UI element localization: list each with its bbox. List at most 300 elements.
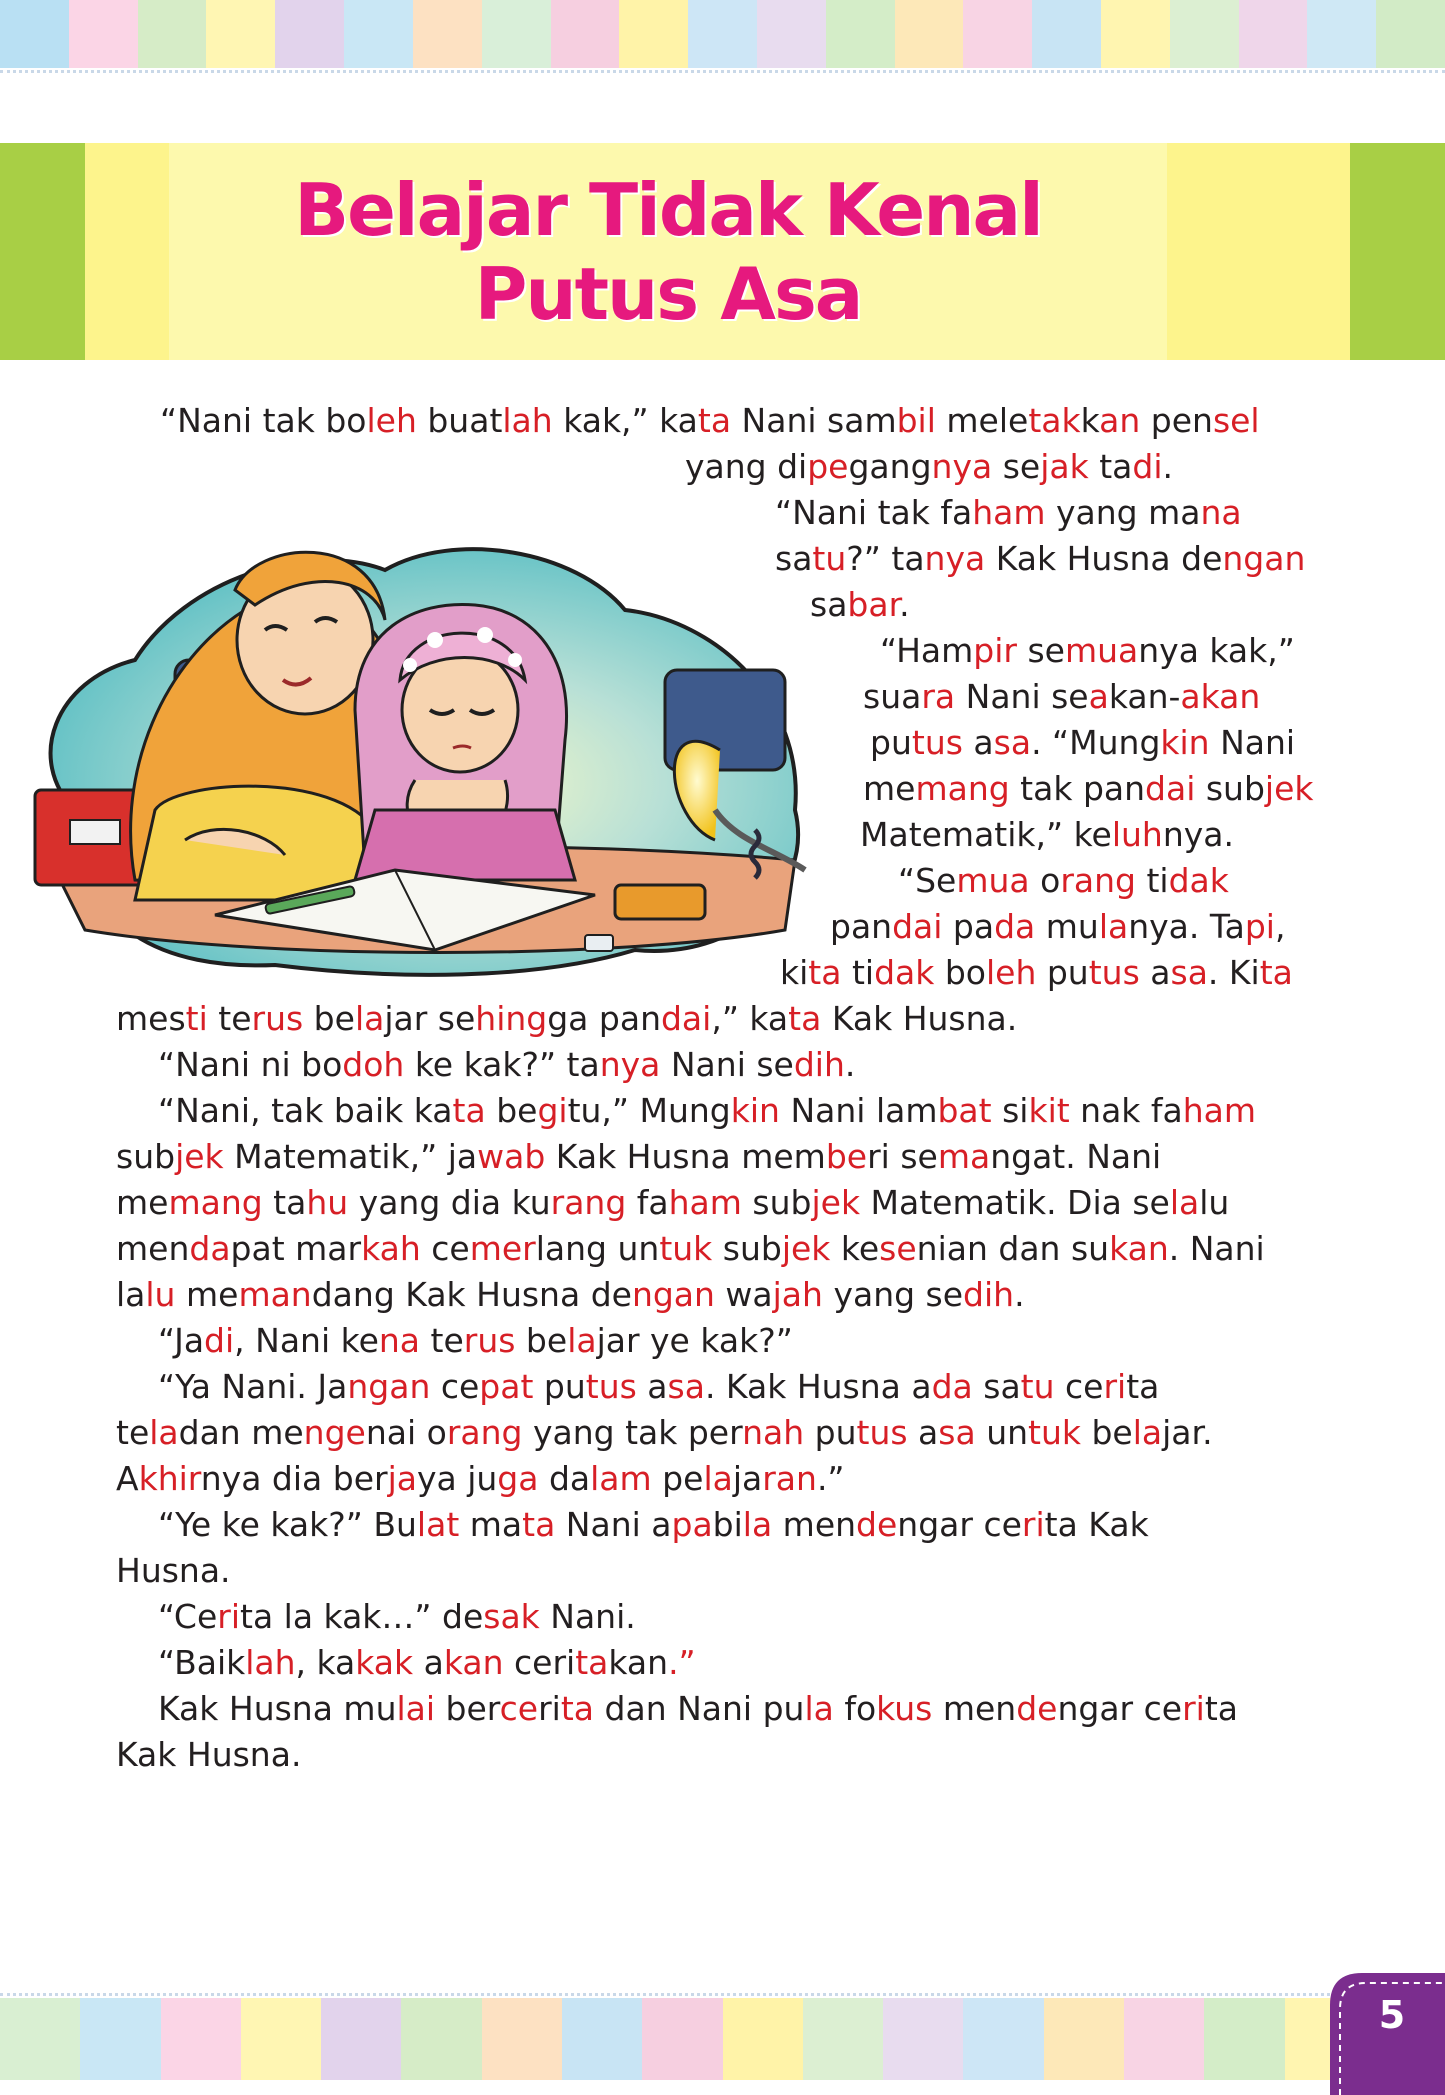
highlighted-syllable: kak (355, 1643, 414, 1682)
syllable-text: pan (830, 907, 893, 946)
syllable-text: Nani a (555, 1505, 672, 1544)
highlighted-syllable: bar (847, 585, 900, 624)
syllable-text: sa (972, 1367, 1021, 1406)
highlighted-syllable: la (1169, 1183, 1200, 1222)
syllable-text: . (844, 1045, 856, 1084)
page-title-line-1: Belajar Tidak Kenal (294, 167, 1042, 252)
highlighted-syllable: la (567, 1321, 597, 1360)
story-line (158, 1364, 1159, 1410)
highlighted-syllable: jek (811, 1183, 861, 1222)
syllable-text: dan Nani pu (594, 1689, 805, 1728)
syllable-text: fa (626, 1183, 669, 1222)
syllable-text: Kak Husna mu (158, 1689, 397, 1728)
syllable-text: men (116, 1229, 190, 1268)
highlighted-syllable: mang (168, 1183, 263, 1222)
highlighted-syllable: rus (251, 999, 304, 1038)
syllable-text: gang (848, 447, 932, 486)
syllable-text: Kak Husna. (116, 1735, 302, 1774)
highlighted-syllable: tus (856, 1413, 908, 1452)
highlighted-syllable: ma (937, 1137, 991, 1176)
syllable-text: . Ki (1207, 953, 1260, 992)
syllable-text: ya ju (416, 1459, 498, 1498)
syllable-text: sa (775, 539, 813, 578)
syllable-text: ,” ka (711, 999, 789, 1038)
syllable-text: Kak Husna de (985, 539, 1223, 578)
syllable-text: ta (262, 1183, 307, 1222)
highlighted-syllable: be (825, 1137, 868, 1176)
highlighted-syllable: ta (697, 401, 732, 440)
highlighted-syllable: wab (477, 1137, 546, 1176)
syllable-text: ma (459, 1505, 523, 1544)
syllable-text: o (1029, 861, 1061, 900)
syllable-text: .” (816, 1459, 845, 1498)
highlighted-syllable: bat (937, 1091, 992, 1130)
syllable-text: ti (841, 953, 875, 992)
syllable-text: “Nani, tak baik ka (158, 1091, 453, 1130)
highlighted-syllable: rang (550, 1183, 627, 1222)
highlighted-syllable: sa (667, 1367, 705, 1406)
syllable-text: ce (1054, 1367, 1104, 1406)
syllable-text: un (975, 1413, 1029, 1452)
highlighted-syllable: tu (1020, 1367, 1055, 1406)
highlighted-syllable: pat (479, 1367, 534, 1406)
syllable-text: ri se (867, 1137, 938, 1176)
highlighted-syllable: ta (452, 1091, 486, 1130)
highlighted-syllable: se (879, 1229, 917, 1268)
highlighted-syllable: ri (1182, 1689, 1205, 1728)
syllable-text: ceri (503, 1643, 576, 1682)
page-number: 5 (1378, 1993, 1406, 2037)
highlighted-syllable: ra (921, 677, 956, 716)
syllable-text: da (538, 1459, 591, 1498)
highlighted-syllable: bil (896, 401, 936, 440)
syllable-text: lang un (535, 1229, 660, 1268)
highlighted-syllable: sak (483, 1597, 540, 1636)
highlighted-syllable: doh (342, 1045, 405, 1084)
syllable-text: Nani se (660, 1045, 794, 1084)
highlighted-syllable: ta (560, 1689, 595, 1728)
syllable-text: Matematik. Dia se (860, 1183, 1170, 1222)
highlighted-syllable: ta (788, 999, 822, 1038)
highlighted-syllable: nya (931, 447, 993, 486)
syllable-text: jar ye kak?” (596, 1321, 793, 1360)
highlighted-syllable: ta (522, 1505, 556, 1544)
highlighted-syllable: ce (499, 1689, 539, 1728)
syllable-text: dan me (178, 1413, 304, 1452)
highlighted-syllable: kin (1160, 723, 1210, 762)
highlighted-syllable: dai (892, 907, 943, 946)
highlighted-syllable: de (1016, 1689, 1058, 1728)
syllable-text: , Nani ke (234, 1321, 379, 1360)
highlighted-syllable: mang (915, 769, 1010, 808)
syllable-text: se (1016, 631, 1065, 670)
page-title-line-2: Putus Asa (474, 251, 862, 336)
syllable-text: a (962, 723, 994, 762)
bottom-stripe-band (0, 1998, 1445, 2080)
syllable-text: ce (430, 1367, 480, 1406)
highlighted-syllable: lah (245, 1643, 296, 1682)
syllable-text: k (1080, 401, 1100, 440)
highlighted-syllable: gi (537, 1091, 568, 1130)
highlighted-syllable: ta (808, 953, 842, 992)
syllable-text: “Baik (158, 1643, 246, 1682)
highlighted-syllable: la (149, 1413, 179, 1452)
syllable-text: ki (780, 953, 809, 992)
story-line (158, 1318, 793, 1364)
syllable-text: ta (1088, 447, 1133, 486)
syllable-text: jar se (384, 999, 476, 1038)
highlighted-syllable: khir (138, 1459, 201, 1498)
syllable-text: sub (741, 1183, 812, 1222)
syllable-text: jar. (1162, 1413, 1213, 1452)
highlighted-syllable: leh (366, 401, 417, 440)
highlighted-syllable: pi (1244, 907, 1275, 946)
syllable-text: . Kak Husna a (704, 1367, 932, 1406)
highlighted-syllable: la (804, 1689, 834, 1728)
highlighted-syllable: la (703, 1459, 733, 1498)
syllable-text: Nani lam (779, 1091, 938, 1130)
highlighted-syllable: rang (446, 1413, 523, 1452)
story-line (860, 812, 1234, 858)
story-line (116, 996, 1017, 1042)
syllable-text: mes (116, 999, 186, 1038)
syllable-text: . (1014, 1275, 1025, 1314)
story-line (775, 490, 1242, 536)
syllable-text: ga pan (547, 999, 661, 1038)
highlighted-syllable: ri (1103, 1367, 1127, 1406)
highlighted-syllable: a (1088, 677, 1109, 716)
syllable-text: ?” ta (846, 539, 925, 578)
syllable-text: pu (804, 1413, 857, 1452)
syllable-text: , ka (295, 1643, 356, 1682)
syllable-text: Nani. (539, 1597, 636, 1636)
syllable-text: yang di (685, 447, 808, 486)
syllable-text: dang Kak Husna de (311, 1275, 632, 1314)
highlighted-syllable: ngan (1222, 539, 1306, 578)
story-line (775, 536, 1305, 582)
syllable-text: yang ma (1045, 493, 1201, 532)
syllable-text: ber (435, 1689, 500, 1728)
syllable-text: Matematik,” ja (223, 1137, 478, 1176)
story-line (880, 628, 1295, 674)
highlighted-syllable: dih (963, 1275, 1015, 1314)
highlighted-syllable: kan (443, 1643, 504, 1682)
highlighted-syllable: ti (185, 999, 208, 1038)
syllable-text: sub (1195, 769, 1265, 808)
highlighted-syllable: sa (938, 1413, 976, 1452)
syllable-text: be (303, 999, 355, 1038)
highlighted-syllable: ngan (347, 1367, 431, 1406)
story-line (830, 904, 1285, 950)
syllable-text: Matematik,” ke (860, 815, 1112, 854)
syllable-text: nya. (1162, 815, 1234, 854)
highlighted-syllable: pe (807, 447, 849, 486)
syllable-text: “Ya Nani. Ja (158, 1367, 348, 1406)
syllable-text: a (636, 1367, 668, 1406)
syllable-text: tak pan (1009, 769, 1146, 808)
syllable-text: . Nani (1168, 1229, 1265, 1268)
tutoring-illustration-icon (15, 510, 825, 980)
syllable-text: bo (934, 953, 986, 992)
syllable-text: “Nani ni bo (158, 1045, 343, 1084)
syllable-text: a (1139, 953, 1171, 992)
syllable-text: pu (533, 1367, 586, 1406)
syllable-text: ja (732, 1459, 763, 1498)
highlighted-syllable: rus (463, 1321, 516, 1360)
syllable-text: kak,” ka (552, 401, 698, 440)
highlighted-syllable: tak (1028, 401, 1081, 440)
bottom-dotted-line (0, 1993, 1445, 1996)
syllable-text: “Ja (158, 1321, 205, 1360)
highlighted-syllable: ran (762, 1459, 817, 1498)
syllable-text: , (1274, 907, 1286, 946)
syllable-text: nai o (365, 1413, 447, 1452)
syllable-text: sub (712, 1229, 782, 1268)
highlighted-syllable: ri (217, 1597, 241, 1636)
syllable-text: ce (420, 1229, 470, 1268)
highlighted-syllable: de (856, 1505, 898, 1544)
syllable-text: wa (714, 1275, 773, 1314)
highlighted-syllable: jek (175, 1137, 224, 1176)
syllable-text: si (991, 1091, 1029, 1130)
highlighted-syllable: nge (303, 1413, 366, 1452)
syllable-text: kan (608, 1643, 669, 1682)
highlighted-syllable: tus (1088, 953, 1140, 992)
story-line (116, 1180, 1229, 1226)
highlighted-syllable: rang (1060, 861, 1136, 900)
highlighted-syllable: dih (793, 1045, 845, 1084)
syllable-text: nian dan su (916, 1229, 1110, 1268)
syllable-text: ngat. Nani (990, 1137, 1162, 1176)
highlighted-syllable: hing (475, 999, 548, 1038)
highlighted-syllable: an (1099, 401, 1141, 440)
top-dotted-line (0, 70, 1445, 73)
highlighted-syllable: mua (956, 861, 1030, 900)
syllable-text: Nani sam (731, 401, 897, 440)
syllable-text: yang tak per (522, 1413, 743, 1452)
story-line (810, 582, 910, 628)
story-line (116, 1410, 1213, 1456)
syllable-text: A (116, 1459, 139, 1498)
highlighted-syllable: dak (1168, 861, 1229, 900)
syllable-text: Nani (1209, 723, 1296, 762)
highlighted-syllable: kus (876, 1689, 933, 1728)
syllable-text: Kak Husna. (821, 999, 1018, 1038)
highlighted-syllable: tus (585, 1367, 637, 1406)
highlighted-syllable: pir (973, 631, 1017, 670)
syllable-text: men (932, 1689, 1017, 1728)
syllable-text: ke kak?” ta (404, 1045, 600, 1084)
highlighted-syllable: ja (387, 1459, 417, 1498)
syllable-text: be (515, 1321, 568, 1360)
syllable-text: me (116, 1183, 169, 1222)
syllable-text: ngar ce (1057, 1689, 1183, 1728)
highlighted-syllable: ta (575, 1643, 609, 1682)
highlighted-syllable: akan (1180, 677, 1261, 716)
story-line (160, 398, 1260, 444)
story-line (116, 1226, 1265, 1272)
highlighted-syllable: ta (1259, 953, 1293, 992)
title-band (0, 143, 1445, 360)
story-line (158, 1088, 1256, 1134)
syllable-text: te (116, 1413, 150, 1452)
syllable-text: ta (1126, 1367, 1160, 1406)
syllable-text: sua (863, 677, 922, 716)
syllable-text: me (863, 769, 916, 808)
story-line (898, 858, 1229, 904)
syllable-text: kan- (1108, 677, 1181, 716)
story-line (780, 950, 1293, 996)
highlighted-syllable: la (1132, 1413, 1163, 1452)
highlighted-syllable: na (378, 1321, 421, 1360)
highlighted-syllable: tuk (659, 1229, 713, 1268)
highlighted-syllable: sa (993, 723, 1032, 762)
highlighted-syllable: ga (497, 1459, 539, 1498)
highlighted-syllable: mua (1064, 631, 1139, 670)
syllable-text: “Nani tak bo (160, 401, 367, 440)
syllable-text: be (1081, 1413, 1133, 1452)
story-line (116, 1272, 1025, 1318)
story-line (116, 1548, 231, 1594)
highlighted-syllable: la (742, 1505, 773, 1544)
highlighted-syllable: jek (781, 1229, 831, 1268)
syllable-text: nya dia ber (200, 1459, 388, 1498)
syllable-text: pen (1140, 401, 1213, 440)
story-line (863, 766, 1314, 812)
highlighted-syllable: nya (599, 1045, 661, 1084)
highlighted-syllable: jah (772, 1275, 823, 1314)
syllable-text: mele (935, 401, 1029, 440)
highlighted-syllable: ham (668, 1183, 742, 1222)
highlighted-syllable: hu (306, 1183, 349, 1222)
story-line (158, 1502, 1149, 1548)
highlighted-syllable: da (994, 907, 1036, 946)
syllable-text: men (772, 1505, 857, 1544)
story-line (116, 1134, 1161, 1180)
story-line (158, 1042, 855, 1088)
story-line (158, 1686, 1238, 1732)
highlighted-syllable: lat (416, 1505, 460, 1544)
highlighted-syllable: jak (1040, 447, 1089, 486)
highlighted-syllable: ngan (631, 1275, 715, 1314)
syllable-text: te (207, 999, 252, 1038)
highlighted-syllable: tu (812, 539, 847, 578)
highlighted-syllable: dai (660, 999, 712, 1038)
syllable-text: nak fa (1069, 1091, 1183, 1130)
syllable-text: buat (416, 401, 503, 440)
syllable-text: lu (1199, 1183, 1230, 1222)
syllable-text: pe (651, 1459, 704, 1498)
syllable-text: fo (833, 1689, 877, 1728)
highlighted-syllable: jek (1264, 769, 1314, 808)
syllable-text: a (907, 1413, 939, 1452)
highlighted-syllable: luh (1111, 815, 1163, 854)
syllable-text: yang se (822, 1275, 964, 1314)
highlighted-syllable: nah (742, 1413, 805, 1452)
highlighted-syllable: lu (145, 1275, 176, 1314)
syllable-text: Husna. (116, 1551, 231, 1590)
highlighted-syllable: di (1132, 447, 1163, 486)
syllable-text: pat mar (230, 1229, 362, 1268)
highlighted-syllable: .” (668, 1643, 696, 1682)
highlighted-syllable: ham (1182, 1091, 1257, 1130)
highlighted-syllable: na (1200, 493, 1242, 532)
story-line (863, 674, 1260, 720)
syllable-text: mu (1035, 907, 1099, 946)
top-stripe-band (0, 0, 1445, 68)
highlighted-syllable: da (931, 1367, 973, 1406)
story-line (116, 1732, 301, 1778)
highlighted-syllable: pa (671, 1505, 713, 1544)
highlighted-syllable: tus (911, 723, 963, 762)
syllable-text: ri (538, 1689, 561, 1728)
syllable-text: ta Kak (1044, 1505, 1149, 1544)
highlighted-syllable: dak (874, 953, 935, 992)
syllable-text: ke (830, 1229, 880, 1268)
syllable-text: la (116, 1275, 146, 1314)
highlighted-syllable: kah (361, 1229, 421, 1268)
syllable-text: Nani se (955, 677, 1089, 716)
highlighted-syllable: lam (590, 1459, 652, 1498)
highlighted-syllable: sa (1170, 953, 1208, 992)
syllable-text: pa (942, 907, 995, 946)
highlighted-syllable: man (238, 1275, 312, 1314)
highlighted-syllable: la (354, 999, 385, 1038)
syllable-text: nya. Ta (1128, 907, 1245, 946)
syllable-text: tu,” Mung (567, 1091, 731, 1130)
syllable-text: “Ham (880, 631, 974, 670)
story-line (158, 1640, 696, 1686)
syllable-text: “Ce (158, 1597, 218, 1636)
syllable-text: sub (116, 1137, 176, 1176)
syllable-text: bi (712, 1505, 743, 1544)
story-line (158, 1594, 636, 1640)
highlighted-syllable: ri (1021, 1505, 1045, 1544)
syllable-text: be (485, 1091, 538, 1130)
syllable-text: . (1162, 447, 1173, 486)
highlighted-syllable: da (189, 1229, 231, 1268)
syllable-text: yang dia ku (348, 1183, 551, 1222)
highlighted-syllable: la (1098, 907, 1129, 946)
highlighted-syllable: tuk (1028, 1413, 1081, 1452)
syllable-text: pu (1036, 953, 1089, 992)
syllable-text: “Nani tak fa (775, 493, 973, 532)
syllable-text: . (899, 585, 910, 624)
syllable-text: ti (1136, 861, 1169, 900)
syllable-text: ta (1204, 1689, 1238, 1728)
syllable-text: nya kak,” (1138, 631, 1295, 670)
syllable-text: te (420, 1321, 464, 1360)
highlighted-syllable: leh (985, 953, 1037, 992)
highlighted-syllable: nya (924, 539, 986, 578)
story-line (116, 1456, 845, 1502)
syllable-text: ngar ce (897, 1505, 1022, 1544)
highlighted-syllable: mer (469, 1229, 536, 1268)
syllable-text: a (413, 1643, 444, 1682)
syllable-text: Kak Husna mem (545, 1137, 826, 1176)
highlighted-syllable: lai (396, 1689, 436, 1728)
syllable-text: me (175, 1275, 239, 1314)
highlighted-syllable: dai (1145, 769, 1196, 808)
syllable-text: “Ye ke kak?” Bu (158, 1505, 417, 1544)
story-line (870, 720, 1295, 766)
syllable-text: pu (870, 723, 912, 762)
highlighted-syllable: di (204, 1321, 235, 1360)
syllable-text: se (992, 447, 1041, 486)
syllable-text: sa (810, 585, 848, 624)
highlighted-syllable: kan (1109, 1229, 1169, 1268)
highlighted-syllable: kit (1028, 1091, 1070, 1130)
